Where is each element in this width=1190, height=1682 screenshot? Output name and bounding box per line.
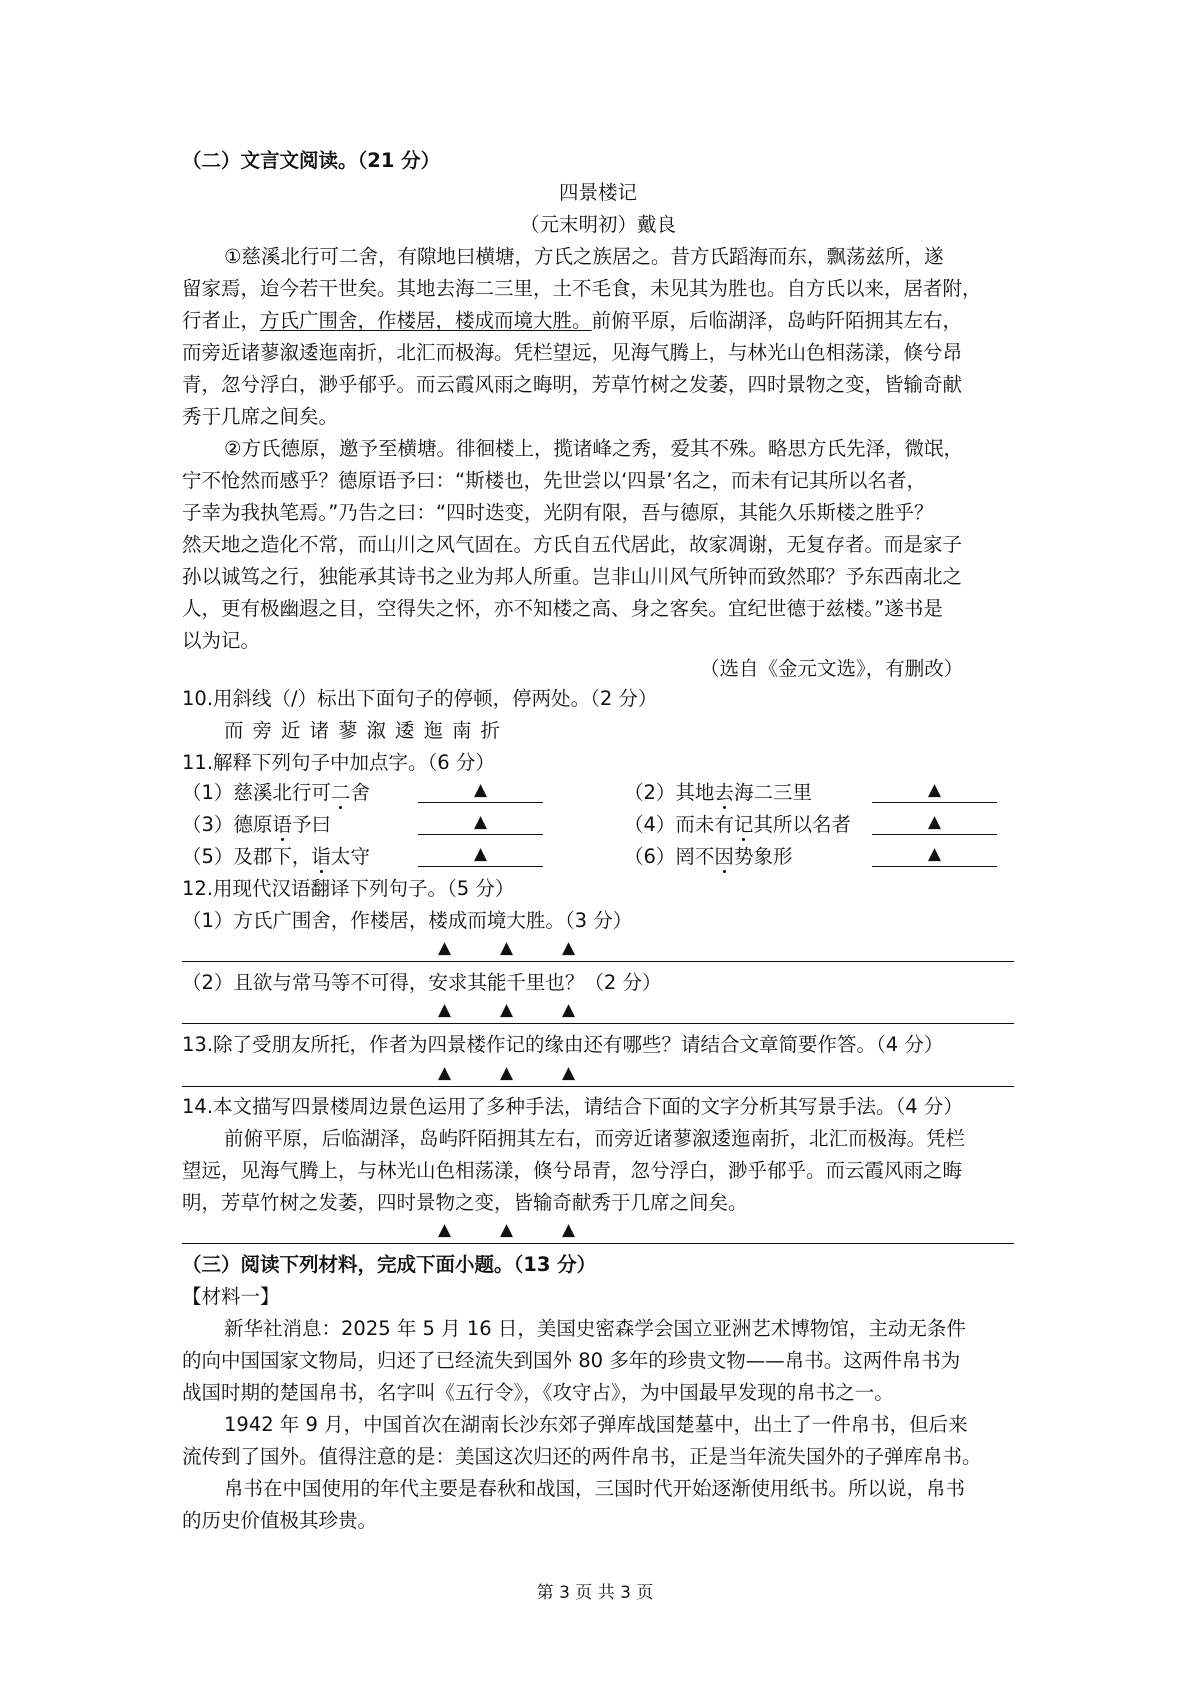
answer-marks: ▲ ▲ ▲	[438, 1063, 576, 1083]
q12-item-2: （2）且欲与常马等不可得，安求其能千里也？（2 分）	[182, 971, 662, 994]
para1-line: 而旁近诸蓼溆逶迤南折，北汇而极海。凭栏望远，见海气腾上，与林光山色相荡漾，倏兮昂	[182, 341, 963, 364]
q14-passage-line: 明，芳草竹树之发萎，四时景物之变，皆输奇献秀于几席之间矣。	[182, 1191, 748, 1214]
para2-line: 子幸为我执笔焉。”乃告之曰：“四时迭变，光阴有限，吾与德原，其能久乐斯楼之胜乎？	[182, 501, 934, 524]
para1-line	[182, 308, 962, 334]
q11-item: （6）罔不因势象形	[624, 845, 793, 868]
material-line: 的历史价值极其珍贵。	[182, 1509, 378, 1532]
answer-blank[interactable]: ▲	[418, 844, 543, 867]
para1-text: 行者止，	[182, 309, 261, 332]
q14-passage-line: 前俯平原，后临湖泽，岛屿阡陌拥其左右，而旁近诸蓼溆逶迤南折，北汇而极海。凭栏	[224, 1127, 966, 1150]
para2-line: 然天地之造化不常，而山川之风气固在。方氏自五代居此，故家凋谢，无复存者。而是家子	[182, 533, 963, 556]
answer-line[interactable]	[182, 1243, 1014, 1244]
q13-prompt: 13.除了受朋友所托，作者为四景楼作记的缘由还有哪些？请结合文章简要作答。（4 分）	[182, 1033, 944, 1056]
q10-prompt: 10.用斜线（/）标出下面句子的停顿，停两处。（2 分）	[182, 687, 658, 710]
para2-line: 人，更有极幽遐之目，空得失之怀，亦不知楼之高、身之客矣。宜纪世德于兹楼。”遂书是	[182, 597, 943, 620]
para2-line: 孙以诚笃之行，独能承其诗书之业为邦人所重。岂非山川风气所钟而致然耶？予东西南北之	[182, 565, 963, 588]
answer-blank[interactable]: ▲	[872, 780, 997, 803]
answer-blank[interactable]: ▲	[872, 812, 997, 835]
para2-line: ②方氏德原，邀予至横塘。徘徊楼上，揽诸峰之秀，爱其不殊。略思方氏先泽，微氓，	[224, 437, 963, 460]
essay-author: （元末明初）戴良	[519, 213, 676, 236]
underlined-sentence: 方氏广围舍，作楼居，楼成而境大胜。	[260, 309, 592, 332]
para1-line: 青，忽兮浮白，渺乎郁乎。而云霞风雨之晦明，芳草竹树之发萎，四时景物之变，皆输奇献	[182, 373, 963, 396]
dotted-char: 因	[714, 845, 734, 868]
answer-blank[interactable]: ▲	[418, 780, 543, 803]
para2-line: 以为记。	[182, 629, 261, 652]
dotted-char: 记	[733, 813, 754, 836]
answer-marks: ▲ ▲ ▲	[438, 938, 576, 958]
q12-prompt: 12.用现代汉语翻译下列句子。（5 分）	[182, 877, 515, 900]
answer-blank[interactable]: ▲	[418, 812, 543, 835]
page-footer: 第 3 页 共 3 页	[536, 1583, 654, 1603]
q12-item-1: （1）方氏广围舍，作楼居，楼成而境大胜。（3 分）	[182, 909, 633, 932]
answer-marks: ▲ ▲ ▲	[438, 1000, 576, 1020]
material-line: 1942 年 9 月，中国首次在湖南长沙东郊子弹库战国楚墓中，出土了一件帛书，但后来	[224, 1413, 968, 1436]
dotted-char: 去	[714, 781, 734, 804]
section-heading: （二）文言文阅读。（21 分）	[182, 149, 441, 172]
dotted-char: 二	[330, 781, 351, 804]
q11-prompt: 11.解释下列句子中加点字。（6 分）	[182, 751, 495, 774]
answer-line[interactable]	[182, 1086, 1014, 1087]
q14-prompt: 14.本文描写四景楼周边景色运用了多种手法，请结合下面的文字分析其写景手法。（4 分）	[182, 1095, 963, 1118]
answer-marks: ▲ ▲ ▲	[438, 1220, 576, 1240]
answer-line[interactable]	[182, 1023, 1014, 1024]
q11-item: （4）而未有记其所以名者	[624, 813, 851, 836]
answer-line[interactable]	[182, 961, 1014, 962]
dotted-char: 诣	[311, 845, 331, 868]
q11-item: （3）德原语予曰	[182, 813, 331, 836]
q14-passage-line: 望远，见海气腾上，与林光山色相荡漾，倏兮昂青，忽兮浮白，渺乎郁乎。而云霞风雨之晦	[182, 1159, 963, 1182]
q11-item: （2）其地去海二三里	[624, 781, 812, 804]
source-citation: （选自《金元文选》，有删改）	[700, 657, 964, 680]
answer-blank[interactable]: ▲	[872, 844, 997, 867]
para1-line: ①慈溪北行可二舍，有隙地曰横塘，方氏之族居之。昔方氏蹈海而东，飘荡兹所，遂	[224, 245, 944, 268]
para1-line: 留家焉，迨今若干世矣。其地去海二三里，土不毛食，未见其为胜也。自方氏以来，居者附，	[182, 277, 982, 300]
material-line: 的向中国国家文物局，归还了已经流失到国外 80 多年的珍贵文物——帛书。这两件帛书为	[182, 1349, 961, 1372]
material-line: 新华社消息：2025 年 5 月 16 日，美国史密森学会国立亚洲艺术博物馆，主动无条件	[224, 1317, 966, 1340]
essay-title: 四景楼记	[558, 181, 637, 204]
q11-item: （1）慈溪北行可二舍	[182, 781, 370, 804]
material-line: 战国时期的楚国帛书，名字叫《五行令》，《攻守占》，为中国最早发现的帛书之一。	[182, 1381, 894, 1404]
section-heading: （三）阅读下列材料，完成下面小题。（13 分）	[182, 1253, 597, 1276]
para2-line: 宁不怆然而感乎？德原语予曰：“斯楼也，先世尝以‘四景’名之，而未有记其所以名者，	[182, 469, 926, 492]
material-line: 流传到了国外。值得注意的是：美国这次归还的两件帛书，正是当年流失国外的子弹库帛书。	[182, 1445, 982, 1468]
q10-sentence: 而旁近诸蓼溆逶迤南折	[224, 719, 510, 742]
para1-text: 前俯平原，后临湖泽，岛屿阡陌拥其左右，	[591, 309, 963, 332]
material-line: 帛书在中国使用的年代主要是春秋和战国，三国时代开始逐渐使用纸书。所以说，帛书	[224, 1477, 966, 1500]
dotted-char: 语	[272, 813, 292, 836]
material-label: 【材料一】	[182, 1285, 280, 1308]
q11-item: （5）及郡下，诣太守	[182, 845, 370, 868]
para1-line: 秀于几席之间矣。	[182, 405, 339, 428]
